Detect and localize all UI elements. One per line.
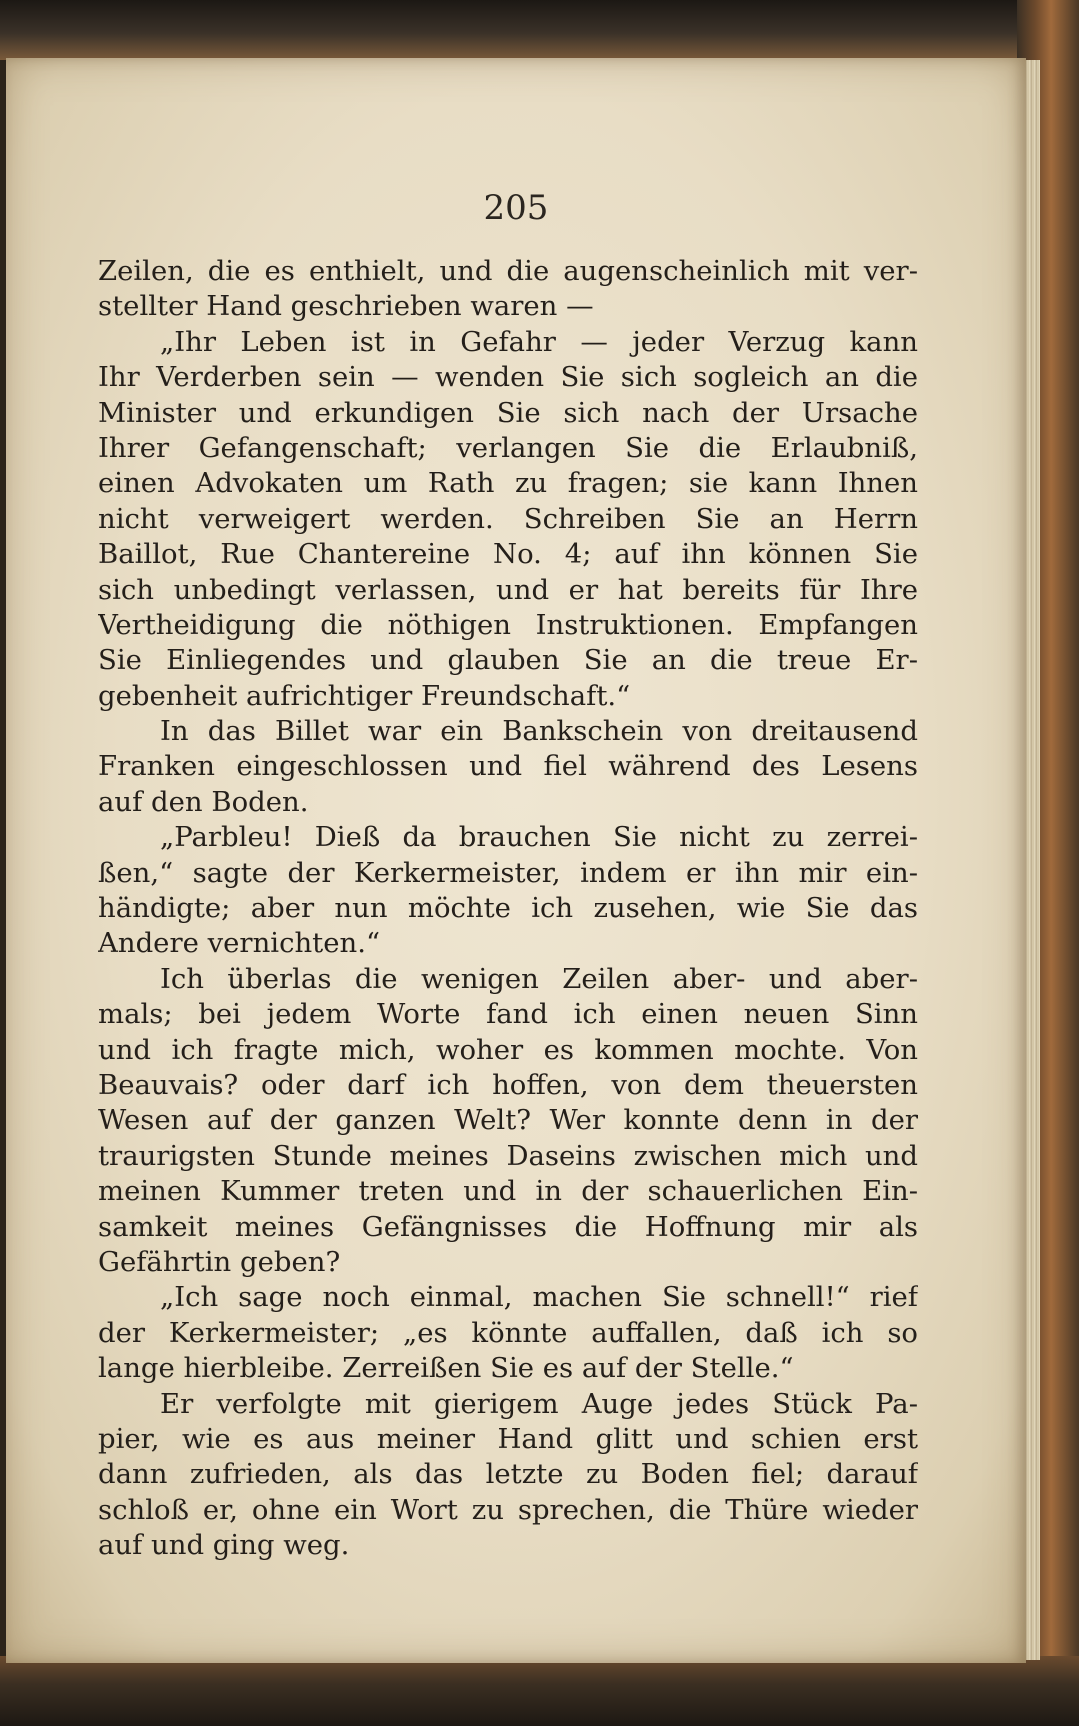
page-number: 205 — [483, 188, 549, 228]
text-line: dann zufrieden, als das letzte zu Boden fiel; darauf — [98, 1458, 918, 1491]
text-line: Zeilen, die es enthielt, und die augenscheinlich mit ver- — [98, 255, 918, 287]
text-line: händigte; aber nun möchte ich zusehen, wie Sie das — [98, 892, 918, 925]
text-line: sich unbedingt verlassen, und er hat bereits für Ihre — [98, 573, 918, 606]
text-line: Beauvais? oder darf ich hoffen, von dem theuersten — [98, 1068, 918, 1101]
text-line: der Kerkermeister; „es könnte auffallen, daß ich so — [98, 1316, 918, 1349]
book-page — [6, 58, 1026, 1663]
text-line: schloß er, ohne ein Wort zu sprechen, die Thüre wieder — [98, 1493, 918, 1526]
text-line: auf und ging weg. — [98, 1529, 350, 1562]
text-line: Andere vernichten.“ — [98, 927, 381, 960]
text-line: samkeit meines Gefängnisses die Hoffnung mir als — [98, 1210, 918, 1243]
text-line: Ihrer Gefangenschaft; verlangen Sie die Erlaubniß, — [98, 431, 918, 464]
text-line: Wesen auf der ganzen Welt? Wer konnte denn in der — [98, 1104, 918, 1137]
text-line: auf den Boden. — [98, 785, 309, 818]
text-line: meinen Kummer treten und in der schauerlichen Ein- — [98, 1175, 918, 1208]
text-line: Vertheidigung die nöthigen Instruktionen. Empfangen — [98, 608, 918, 641]
text-line: lange hierbleibe. Zerreißen Sie es auf der Stelle.“ — [98, 1352, 794, 1385]
book-cover-top-edge — [0, 0, 1079, 60]
text-line: nicht verweigert werden. Schreiben Sie an Herrn — [98, 502, 918, 535]
text-line: Ihr Verderben sein — wenden Sie sich sogleich an die — [98, 361, 918, 394]
text-line: Sie Einliegendes und glauben Sie an die treue Er- — [98, 644, 918, 677]
text-line: Franken eingeschlossen und fiel während des Lesens — [98, 750, 918, 783]
text-line: Baillot, Rue Chantereine No. 4; auf ihn können Sie — [98, 538, 918, 571]
text-line: Ich überlas die wenigen Zeilen aber- und aber- — [160, 962, 918, 995]
book-cover-bottom-edge — [0, 1656, 1079, 1726]
text-line: „Parbleu! Dieß da brauchen Sie nicht zu zerrei- — [160, 821, 918, 854]
text-line: Er verfolgte mit gierigem Auge jedes Stück Pa- — [160, 1387, 918, 1420]
text-line: In das Billet war ein Bankschein von dreitausend — [160, 715, 918, 748]
text-line: „Ihr Leben ist in Gefahr — jeder Verzug kann — [160, 325, 918, 358]
text-line: traurigsten Stunde meines Daseins zwischen mich und — [98, 1139, 918, 1172]
page-body-text — [98, 254, 918, 1563]
text-line: und ich fragte mich, woher es kommen mochte. Von — [98, 1033, 918, 1066]
text-line: gebenheit aufrichtiger Freundschaft.“ — [98, 679, 631, 712]
text-line: stellter Hand geschrieben waren — — [98, 290, 594, 323]
text-line: ßen,“ sagte der Kerkermeister, indem er ihn mir ein- — [98, 856, 918, 889]
text-line: Gefährtin geben? — [98, 1245, 341, 1278]
text-line: Minister und erkundigen Sie sich nach der Ursache — [98, 396, 918, 429]
text-line: einen Advokaten um Rath zu fragen; sie kann Ihnen — [98, 467, 918, 500]
text-line: „Ich sage noch einmal, machen Sie schnell!“ rief — [160, 1281, 918, 1314]
text-line: mals; bei jedem Worte fand ich einen neuen Sinn — [98, 998, 918, 1031]
text-line: pier, wie es aus meiner Hand glitt und schien erst — [98, 1422, 918, 1455]
